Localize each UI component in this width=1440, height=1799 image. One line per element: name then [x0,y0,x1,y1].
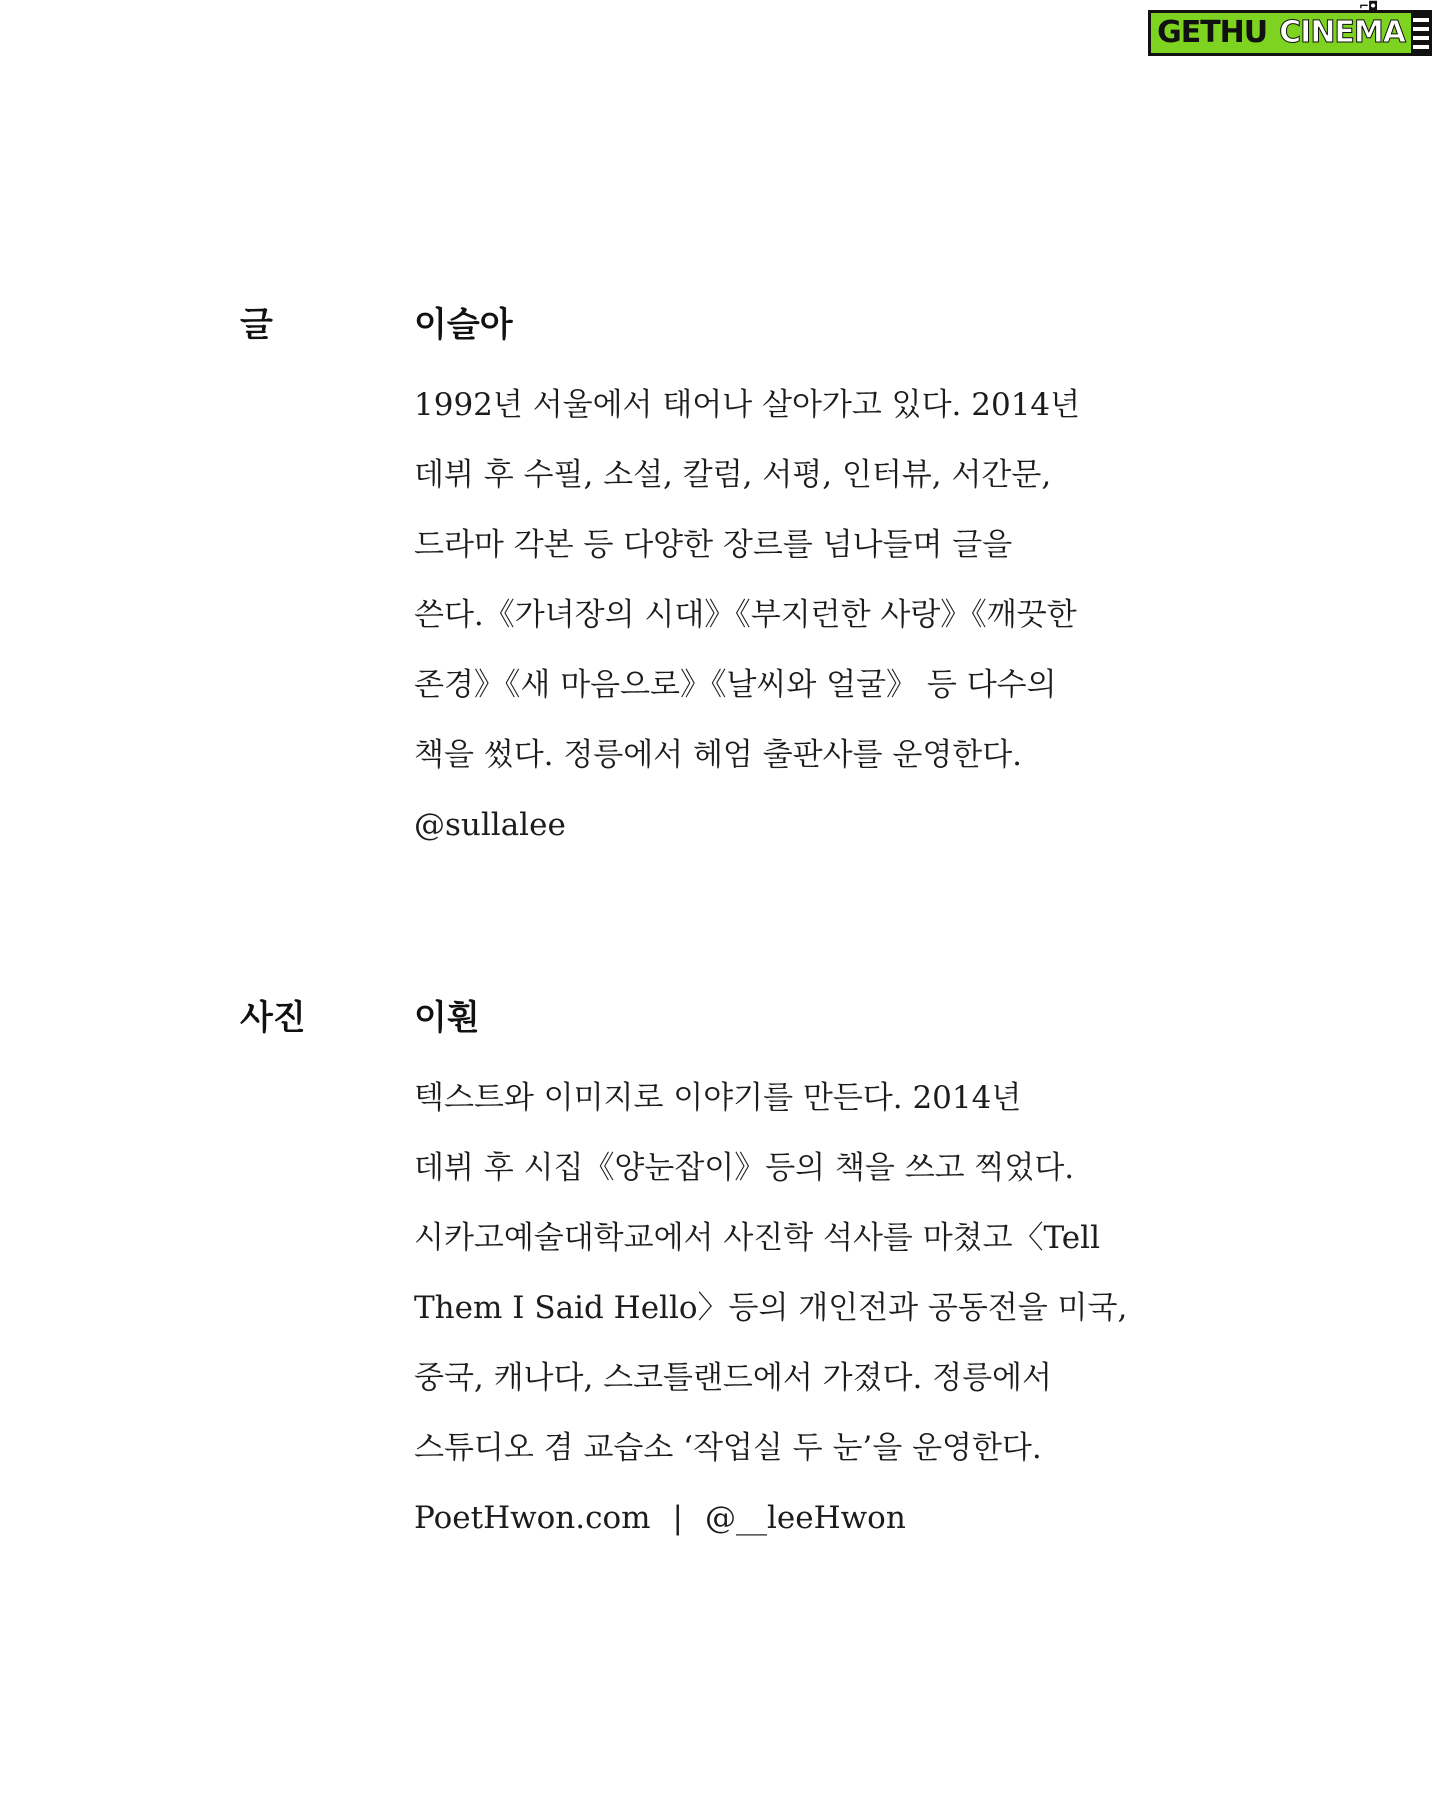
writer-bio-line: 책을 썼다. 정릉에서 헤엄 출판사를 운영한다. [414,737,1023,773]
photographer-bio-line: 시카고예술대학교에서 사진학 석사를 마쳤고〈Tell [414,1220,1100,1256]
photographer-bio-line: 텍스트와 이미지로 이야기를 만든다. 2014년 [414,1080,1022,1116]
photographer-handle: @__leeHwon [705,1500,906,1536]
watermark-logo [1148,0,1432,56]
photographer-links [414,1483,1234,1553]
writer-handle: @sullalee [414,807,566,843]
photographer-website: PoetHwon.com [414,1500,651,1536]
writer-bio [414,370,1234,790]
link-separator: | [672,1500,683,1536]
photographer-bio [414,1063,1234,1483]
photographer-bio-line: 데뷔 후 시집《양눈잡이》등의 책을 쓰고 찍었다. [414,1150,1075,1186]
logo-text-cinema: CINEMA [1273,13,1411,53]
photographer-bio-line: 스튜디오 겸 교습소 ‘작업실 두 눈’을 운영한다. [414,1430,1042,1466]
photographer-name: 이훤 [414,998,480,1038]
logo-text-gethu: GETHU [1151,13,1273,53]
writer-bio-line: 드라마 각본 등 다양한 장르를 넘나들며 글을 [414,527,1013,563]
writer-content [414,300,1234,860]
film-strip-icon [1411,13,1429,53]
photographer-bio-line: 중국, 캐나다, 스코틀랜드에서 가졌다. 정릉에서 [414,1360,1052,1396]
writer-name: 이슬아 [414,305,513,345]
writer-bio-line: 1992년 서울에서 태어나 살아가고 있다. 2014년 [414,387,1081,423]
writer-bio-line: 존경》《새 마음으로》《날씨와 얼굴》 등 다수의 [414,667,1057,703]
photographer-role-label: 사진 [240,998,306,1038]
writer-bio-line: 쓴다.《가녀장의 시대》《부지런한 사랑》《깨끗한 [414,597,1077,633]
photographer-content [414,993,1234,1553]
camera-icon: ⌐◘ [1359,0,1378,13]
writer-role-label: 글 [240,305,273,345]
writer-bio-line: 데뷔 후 수필, 소설, 칼럼, 서평, 인터뷰, 서간문, [414,457,1052,493]
photographer-bio-line: Them I Said Hello〉등의 개인전과 공동전을 미국, [414,1290,1128,1326]
